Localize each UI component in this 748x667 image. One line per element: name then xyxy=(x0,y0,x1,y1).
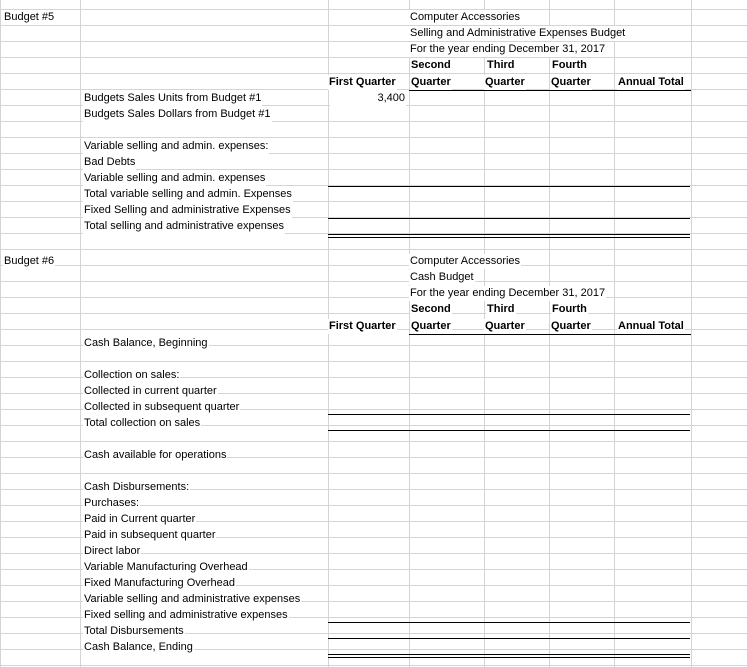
budget6-header-q2-bottom[interactable]: Quarter xyxy=(411,320,451,332)
budget6-row-paid-current[interactable]: Paid in Current quarter xyxy=(84,513,196,525)
budget6-header-q3-bottom[interactable]: Quarter xyxy=(485,320,525,332)
budget6-header-q2-top[interactable]: Second xyxy=(411,303,451,315)
budget5-row-dollars[interactable]: Budgets Sales Dollars from Budget #1 xyxy=(84,108,271,120)
budget6-collection-underline xyxy=(328,414,690,415)
budget6-header-q4-bottom[interactable]: Quarter xyxy=(551,320,591,332)
budget6-total-collection-underline xyxy=(328,430,690,431)
budget6-company[interactable]: Computer Accessories xyxy=(410,255,521,267)
budget6-row-direct-labor[interactable]: Direct labor xyxy=(84,545,141,557)
grid-row-line xyxy=(0,361,748,362)
budget5-header-annual[interactable]: Annual Total xyxy=(618,76,684,88)
budget6-row-fixed-sga[interactable]: Fixed selling and administrative expenses xyxy=(84,609,288,621)
budget5-row-var-expenses[interactable]: Variable selling and admin. expenses xyxy=(84,172,266,184)
grid-row-line xyxy=(0,25,748,26)
budget6-row-paid-subsequent[interactable]: Paid in subsequent quarter xyxy=(84,529,216,541)
budget5-units-q1[interactable]: 3,400 xyxy=(330,91,406,106)
budget5-header-q3-top[interactable]: Third xyxy=(487,59,515,71)
grid-row-line xyxy=(0,57,748,58)
grid-row-line xyxy=(0,9,748,10)
budget5-header-q2-bottom[interactable]: Quarter xyxy=(411,76,451,88)
budget5-company[interactable]: Computer Accessories xyxy=(410,11,521,23)
budget5-row-var-header[interactable]: Variable selling and admin. expenses: xyxy=(84,140,269,152)
budget6-row-cash-available[interactable]: Cash available for operations xyxy=(84,449,227,461)
budget5-header-q4-bottom[interactable]: Quarter xyxy=(551,76,591,88)
budget6-total-disb-underline xyxy=(328,638,690,639)
budget6-row-cash-begin[interactable]: Cash Balance, Beginning xyxy=(84,337,208,349)
budget6-row-collection[interactable]: Collection on sales: xyxy=(84,369,180,381)
budget5-var-underline xyxy=(328,186,690,187)
budget5-header-q4-top[interactable]: Fourth xyxy=(552,59,587,71)
budget5-row-units[interactable]: Budgets Sales Units from Budget #1 xyxy=(84,92,262,104)
budget6-header-annual[interactable]: Annual Total xyxy=(618,320,684,332)
grid-row-line xyxy=(0,665,748,666)
budget5-header-q3-bottom[interactable]: Quarter xyxy=(485,76,525,88)
budget6-row-var-sga[interactable]: Variable selling and administrative expenses xyxy=(84,593,301,605)
budget6-period[interactable]: For the year ending December 31, 2017 xyxy=(410,287,606,299)
budget6-row-total-collection[interactable]: Total collection on sales xyxy=(84,417,201,429)
budget6-row-purchases[interactable]: Purchases: xyxy=(84,497,140,509)
grid-row-line xyxy=(0,249,748,250)
budget6-disb-underline xyxy=(328,622,690,623)
budget6-row-disbursements[interactable]: Cash Disbursements: xyxy=(84,481,190,493)
budget6-row-collected-subsequent[interactable]: Collected in subsequent quarter xyxy=(84,401,240,413)
budget5-row-bad-debts[interactable]: Bad Debts xyxy=(84,156,136,168)
budget5-header-q2-top[interactable]: Second xyxy=(411,59,451,71)
budget5-total-double-underline xyxy=(328,234,690,238)
grid-column-line xyxy=(0,0,1,667)
grid-row-line xyxy=(0,137,748,138)
budget5-period[interactable]: For the year ending December 31, 2017 xyxy=(410,43,606,55)
grid-row-line xyxy=(0,297,748,298)
budget5-title[interactable]: Selling and Administrative Expenses Budget xyxy=(410,27,626,39)
grid-column-line xyxy=(691,0,692,667)
grid-column-line xyxy=(80,0,81,667)
grid-row-line xyxy=(0,441,748,442)
budget5-row-fixed[interactable]: Fixed Selling and administrative Expenses xyxy=(84,204,291,216)
budget6-row-collected-current[interactable]: Collected in current quarter xyxy=(84,385,217,397)
budget6-row-fixed-overhead[interactable]: Fixed Manufacturing Overhead xyxy=(84,577,236,589)
budget6-row-cash-end[interactable]: Cash Balance, Ending xyxy=(84,641,193,653)
budget6-header-q4-top[interactable]: Fourth xyxy=(552,303,587,315)
budget5-header-q1[interactable]: First Quarter xyxy=(329,76,396,88)
grid-row-line xyxy=(0,281,748,282)
budget6-header-underline xyxy=(409,334,691,335)
grid-row-line xyxy=(0,265,748,266)
grid-row-line xyxy=(0,73,748,74)
budget5-header-underline xyxy=(409,90,691,91)
grid-row-line xyxy=(0,41,748,42)
budget6-cash-end-double-underline xyxy=(328,654,690,658)
budget5-row-total-var[interactable]: Total variable selling and admin. Expenses xyxy=(84,188,292,200)
grid-row-line xyxy=(0,313,748,314)
budget6-label[interactable]: Budget #6 xyxy=(4,255,55,267)
budget6-header-q1[interactable]: First Quarter xyxy=(329,320,396,332)
budget6-row-total-disb[interactable]: Total Disbursements xyxy=(84,625,184,637)
grid-row-line xyxy=(0,473,748,474)
budget5-label[interactable]: Budget #5 xyxy=(4,11,55,23)
budget6-row-var-overhead[interactable]: Variable Manufacturing Overhead xyxy=(84,561,248,573)
budget5-fixed-underline xyxy=(328,218,690,219)
budget6-title[interactable]: Cash Budget xyxy=(410,271,474,283)
budget6-header-q3-top[interactable]: Third xyxy=(487,303,515,315)
budget5-row-total[interactable]: Total selling and administrative expenses xyxy=(84,220,284,232)
